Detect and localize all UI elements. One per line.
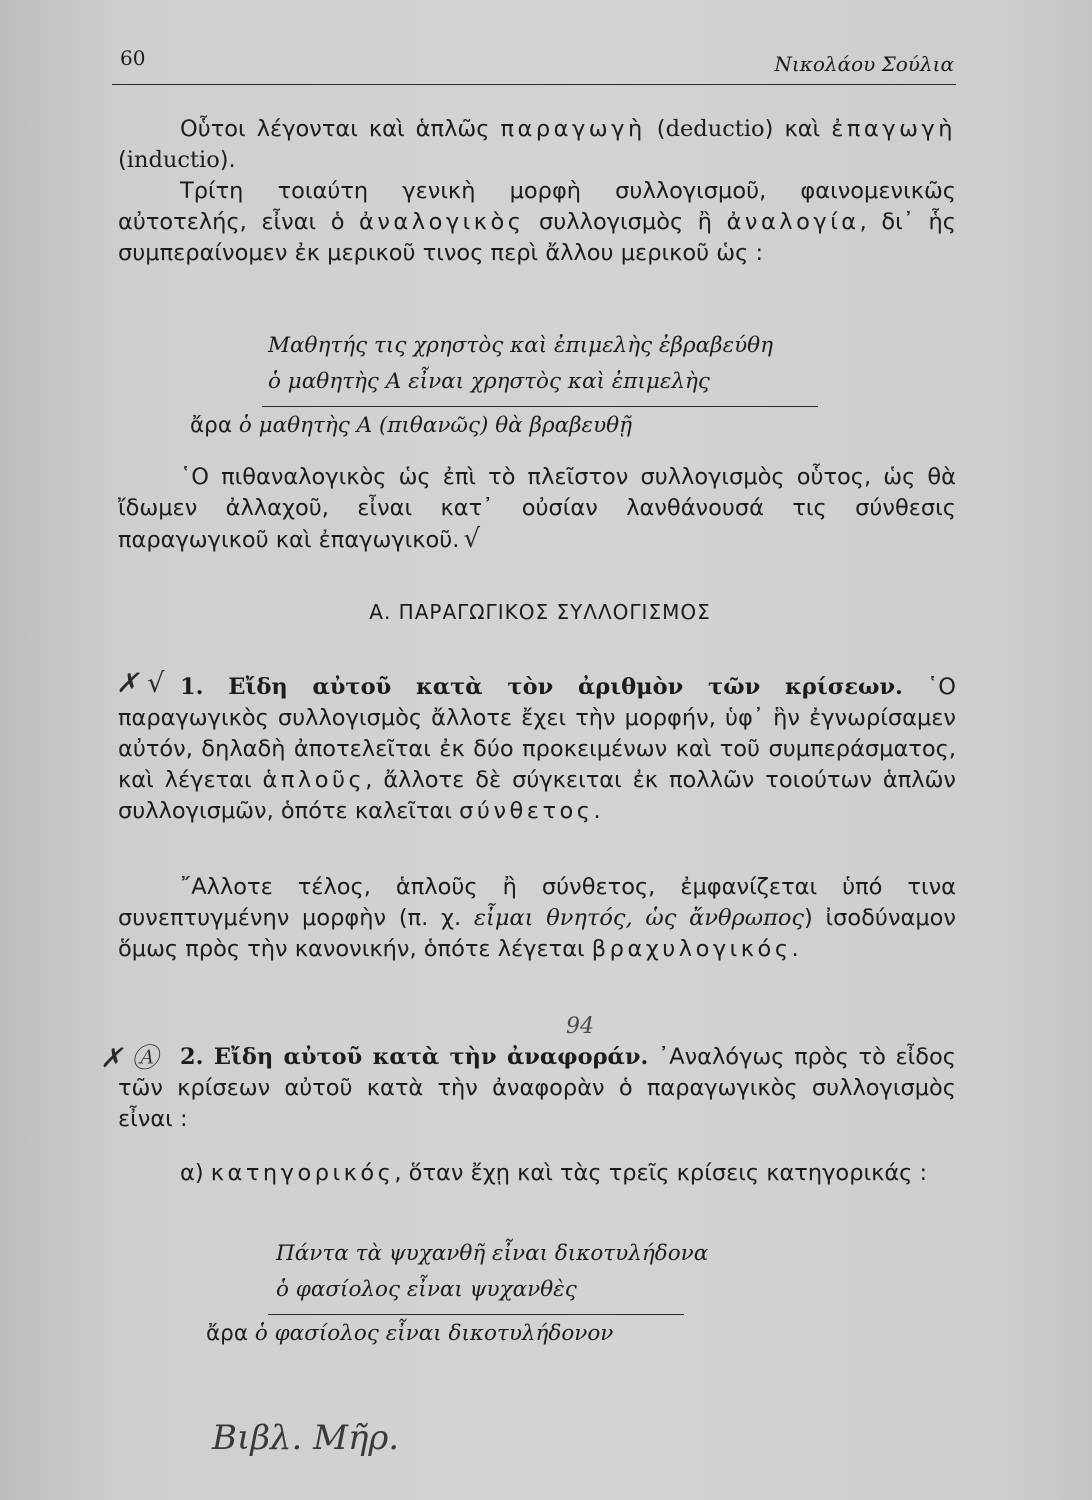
latin-term: inductio (126, 147, 220, 173)
text-run: ῎Αλλοτε τέλος, ἁπλοῦς ἢ σύνθετος, ἐμφανίζεται ὑπό τινα συνεπτυγμένην μορφὴν (π. χ. (118, 874, 956, 931)
syllogism-2-rule (268, 1314, 684, 1315)
italic-example: εἶμαι θνητός, ὡς ἄνθρωπος (473, 905, 804, 931)
subsection-title: 2. Εἴδη αὐτοῦ κατὰ τὴν ἀναφοράν. (180, 1044, 649, 1070)
spaced-term: κατηγορικός (210, 1160, 395, 1186)
text-run: ῾Ο πιθαναλογικὸς ὡς ἐπὶ τὸ πλεῖστον συλλογισμὸς οὗτος, ὡς θὰ ἴδωμεν ἀλλαχοῦ, εἶναι κατ᾿ οὐσίαν λανθάνουσά τις σύνθεσις παραγωγικοῦ καὶ ἐπαγωγικοῦ. (118, 464, 956, 553)
text-run: ( (118, 147, 127, 173)
paragraph-2 (118, 176, 956, 269)
conclusion-text: ὁ φασίολος εἶναι δικοτυλήδονον (254, 1321, 614, 1346)
syllogism-1-rule (262, 406, 818, 407)
text-run: . (593, 798, 601, 824)
paragraph-5 (118, 872, 956, 965)
spaced-term: παραγωγὴ (500, 116, 646, 142)
page-number: 60 (120, 46, 146, 70)
syllogism-1-premise-1: Μαθητής τις χρηστὸς καὶ ἐπιμελὴς ἐβραβεύθη (268, 333, 774, 358)
handwritten-mark-2: ✗ Ⓐ (100, 1043, 159, 1074)
syllogism-1-conclusion (190, 410, 632, 442)
spaced-term: ἀναλογία (726, 209, 860, 235)
conclusion-prefix: ἄρα (190, 413, 232, 438)
text-run: , ἄλλοτε δὲ σύγκειται ἐκ πολλῶν τοιούτων ἁπλῶν συλλογισμῶν, ὁπότε καλεῖται (118, 767, 956, 824)
text-run: , δι᾿ ἧς συμπεραίνομεν ἐκ μερικοῦ τινος περὶ ἄλλου μερικοῦ ὡς : (118, 209, 956, 266)
text-run: Τρίτη τοιαύτη γενικὴ μορφὴ συλλογισμοῦ, φαινομενικῶς αὐτοτελής, εἶναι ὁ (118, 178, 956, 235)
text-run: , ὅταν ἔχῃ καὶ τὰς τρεῖς κρίσεις κατηγορικάς : (394, 1160, 928, 1186)
text-run: συλλογισμὸς ἢ (524, 209, 727, 235)
page-header (112, 38, 956, 85)
subsection-title: 1. Εἴδη αὐτοῦ κατὰ τὸν ἀριθμὸν τῶν κρίσεων. (180, 674, 903, 700)
syllogism-1-premise-2: ὁ μαθητὴς Α εἶναι χρηστὸς καὶ ἐπιμελὴς (268, 369, 710, 394)
check-mark-annotation: √ (463, 524, 481, 554)
conclusion-prefix: ἄρα (206, 1321, 248, 1346)
section-heading: Α. ΠΑΡΑΓΩΓΙΚΟΣ ΣΥΛΛΟΓΙΣΜΟΣ (369, 600, 711, 624)
text-run: ῾Ο παραγωγικὸς συλλογισμὸς ἄλλοτε ἔχει τὴν μορφήν, ὑφ᾿ ἣν ἐγνωρίσαμεν αὐτόν, δηλαδὴ ἀποτελεῖται ἐκ δύο προκειμένων καὶ τοῦ συμπεράσματος, καὶ λέγεται (118, 674, 956, 793)
text-run: Οὗτοι λέγονται καὶ ἁπλῶς (180, 116, 501, 142)
text-run: ᾿Αναλόγως πρὸς τὸ εἶδος τῶν κρίσεων αὐτοῦ κατὰ τὴν ἀναφορὰν ὁ παραγωγικὸς συλλογισμὸς εἶναι : (118, 1044, 957, 1132)
spaced-term: ἐπαγωγὴ (831, 116, 956, 142)
paragraph-3 (118, 462, 956, 556)
spaced-term: ἁπλοῦς (262, 767, 366, 793)
handwritten-bottom-note: Βιβλ. Μῆρ. (212, 1418, 400, 1458)
text-run: ) καὶ (764, 116, 832, 142)
spaced-term: ἀναλογικὸς (359, 209, 525, 235)
spaced-term: σύνθετος (459, 798, 594, 824)
paragraph-4 (118, 672, 956, 827)
syllogism-2-premise-1: Πάντα τὰ ψυχανθῆ εἶναι δικοτυλήδονα (276, 1241, 709, 1266)
text-run: ). (219, 147, 236, 173)
latin-term: deductio (665, 116, 765, 142)
conclusion-text: ὁ μαθητὴς Α (πιθανῶς) θὰ βραβευθῇ (238, 413, 632, 438)
paragraph-6 (118, 1042, 956, 1135)
syllogism-2-conclusion (206, 1318, 613, 1350)
text-run: ( (645, 116, 666, 142)
text-run: ) ἰσοδύναμον ὅμως πρὸς τὴν κανονικήν, ὁπότε λέγεται (118, 905, 956, 962)
paragraph-7 (118, 1158, 956, 1189)
running-head: Νικολάου Σούλια (774, 52, 954, 76)
syllogism-2-premise-2: ὁ φασίολος εἶναι ψυχανθὲς (276, 1277, 577, 1302)
handwritten-mark-1: ✗ √ (116, 668, 165, 699)
spaced-term: βραχυλογικός (591, 936, 792, 962)
text-run: α) (180, 1160, 211, 1186)
text-run: . (791, 936, 799, 962)
paragraph-1 (118, 114, 956, 176)
handwritten-number-94: 94 (566, 1014, 594, 1039)
